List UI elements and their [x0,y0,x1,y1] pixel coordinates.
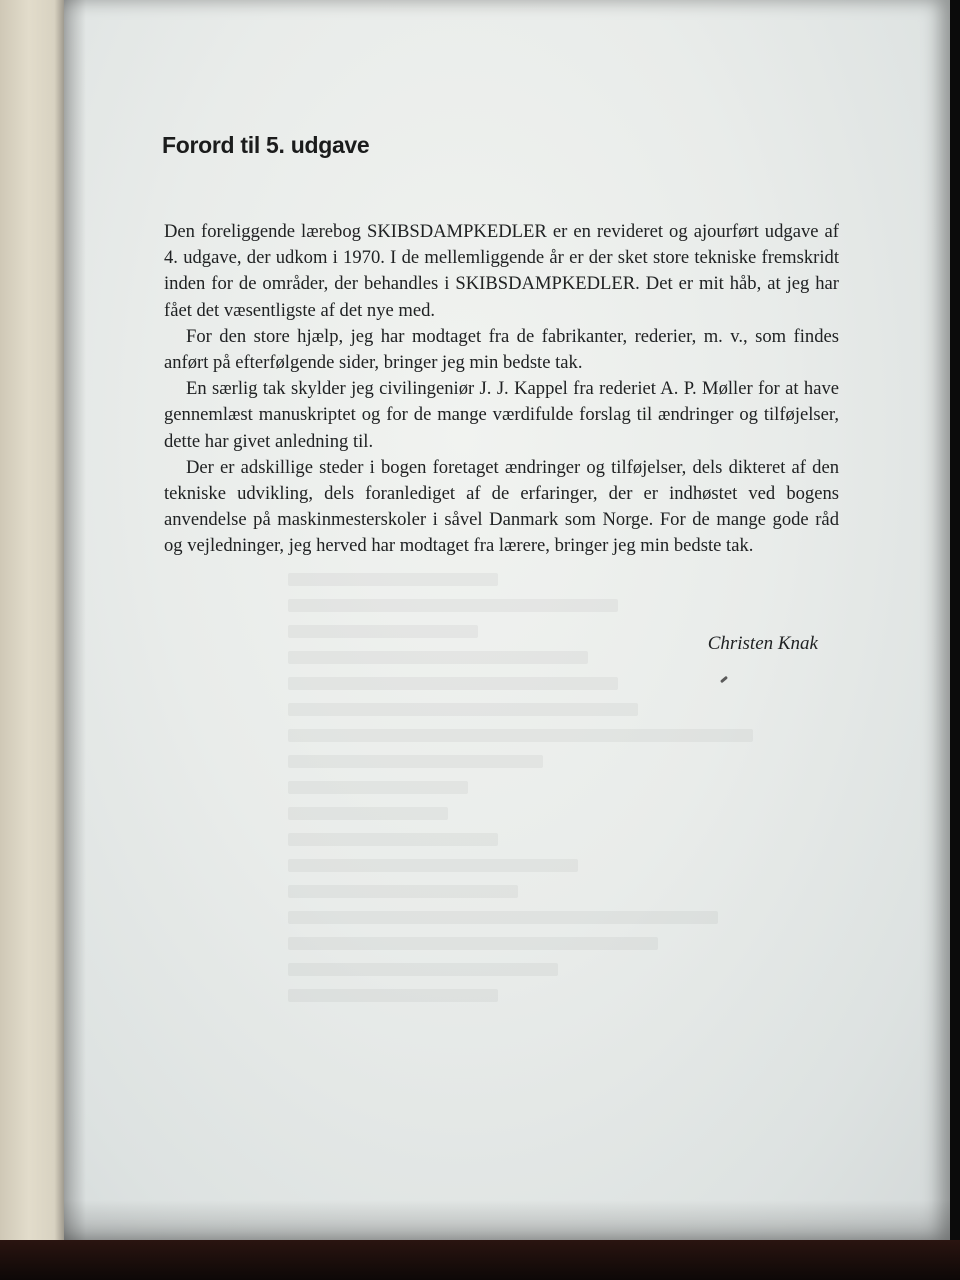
page-bottom-shadow [64,1200,950,1240]
spine-shadow [64,0,86,1240]
preface-body [164,219,839,560]
page-title: Forord til 5. udgave [162,132,370,158]
book-cover-edge [0,1240,960,1280]
paragraph-1: Den foreliggende lærebog SKIBSDAMPKEDLER er en revideret og ajourført udgave af 4. udgave, der udkom i 1970. I de mellemliggende år er der sket store tekniske fremskridt inden for de områder, der behandles i SKIBSDAMPKEDLER. Det er mit håb, at jeg har fået det væsentligste af det nye med. [164,221,839,321]
paragraph-3: En særlig tak skylder jeg civilingeniør J. J. Kappel fra rederiet A. P. Møller for at have gennemlæst manuskriptet og for de mange værdifulde forslag til ændringer og tilføjelser, dette har givet anledning til. [164,378,839,452]
book-page [64,0,950,1240]
author-signature: Christen Knak [707,633,818,654]
left-page-edge [0,0,64,1280]
paragraph-4: Der er adskillige steder i bogen foretaget ændringer og tilføjelser, dels dikteret af den tekniske udvikling, dels foranlediget af de erfaringer, der er indhøstet ved bogens anvendelse på maskinmesterskoler i såvel Danmark som Norge. For de mange gode råd og vejledninger, jeg herved har modtaget fra lærere, bringer jeg min bedste tak. [164,456,839,557]
show-through-text [288,560,758,1002]
paragraph-2: For den store hjælp, jeg har modtaget fra de fabrikanter, rederier, m. v., som findes anført på efterfølgende sider, bringer jeg min bedste tak. [164,325,839,374]
